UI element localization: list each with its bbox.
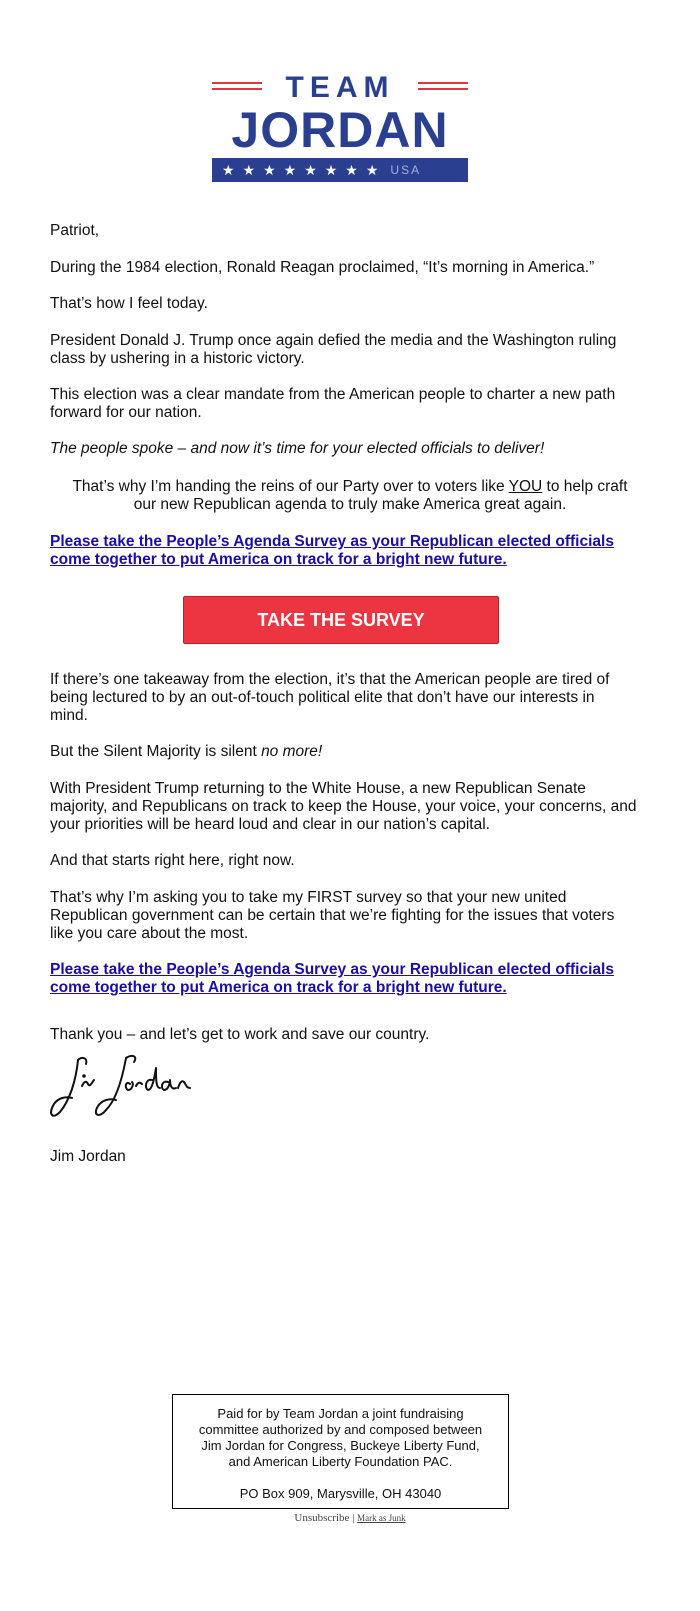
survey-link-top[interactable]: [50, 533, 630, 569]
signature-name: Jim Jordan: [50, 1148, 126, 1165]
italic-text: no more!: [261, 743, 323, 760]
survey-link-text[interactable]: Please take the People’s Agenda Survey as your Republican elected officials come together to put America on track for a bright new future.: [50, 961, 614, 996]
paragraph-reagan: During the 1984 election, Ronald Reagan proclaimed, “It’s morning in America.”: [50, 259, 595, 276]
logo-jordan-text: JORDAN: [231, 102, 449, 158]
logo-stars-bar: [212, 158, 468, 182]
team-jordan-logo: [212, 70, 468, 182]
greeting: Patriot,: [50, 222, 100, 239]
paragraph-handing-reins: [50, 478, 650, 514]
survey-link-bottom[interactable]: [50, 961, 630, 997]
footer-disclaimer-box: [172, 1394, 509, 1509]
text-segment: to help craft our new Republican agenda to truly make America great again.: [133, 478, 628, 513]
stars-icon: ★★★★★★★★: [222, 162, 387, 178]
text-segment: That’s why I’m handing the reins of our Party over to voters like: [72, 478, 509, 495]
survey-link-text[interactable]: Please take the People’s Agenda Survey as your Republican elected officials come together to put America on track for a bright new future.: [50, 533, 614, 568]
paid-for-by-text: Paid for by Team Jordan a joint fundraising committee authorized by and composed between Jim Jordan for Congress, Buckeye Liberty Fund, and American Liberty Foundation PAC.: [198, 1406, 483, 1469]
paragraph-trump-returning: With President Trump returning to the White House, a new Republican Senate majority, and Republicans on track to keep the House, your voice, your concerns, and your priorities will be heard loud and clear in our nation’s capital.: [50, 780, 637, 833]
signature-image: [48, 1050, 198, 1125]
paragraph-people-spoke: [50, 440, 650, 458]
paragraph-starts-here: And that starts right here, right now.: [50, 852, 295, 869]
italic-text: The people spoke – and now it’s time for your elected officials to deliver!: [50, 440, 545, 457]
paragraph-takeaway: If there’s one takeaway from the election, it’s that the American people are tired of being lectured to by an out-of-touch political elite that don’t have our interests in mind.: [50, 671, 610, 724]
separator: |: [352, 1512, 355, 1524]
paragraph-feel-today: That’s how I feel today.: [50, 295, 208, 312]
logo-usa-text: USA: [390, 163, 422, 177]
text-segment: But the Silent Majority is silent: [50, 743, 262, 760]
mailing-address: PO Box 909, Marysville, OH 43040: [239, 1486, 442, 1501]
underlined-you: YOU: [508, 478, 543, 495]
closing-line: Thank you – and let’s get to work and save our country.: [50, 1026, 430, 1043]
logo-team-text: TEAM: [285, 71, 395, 104]
unsubscribe-link[interactable]: Unsubscribe: [294, 1512, 350, 1524]
paragraph-first-survey: That’s why I’m asking you to take my FIRST survey so that your new united Republican government can be certain that we’re fighting for the issues that voters like you care about the most.: [50, 889, 615, 942]
take-survey-button[interactable]: TAKE THE SURVEY: [183, 596, 499, 644]
paragraph-trump-victory: President Donald J. Trump once again defied the media and the Washington ruling class by ushering in a historic victory.: [50, 332, 617, 367]
mark-as-junk-link[interactable]: Mark as Junk: [357, 1513, 406, 1523]
paragraph-mandate: This election was a clear mandate from the American people to charter a new path forward for our nation.: [50, 386, 616, 421]
paragraph-silent-majority: [50, 743, 650, 761]
footer-links: [0, 1512, 700, 1524]
